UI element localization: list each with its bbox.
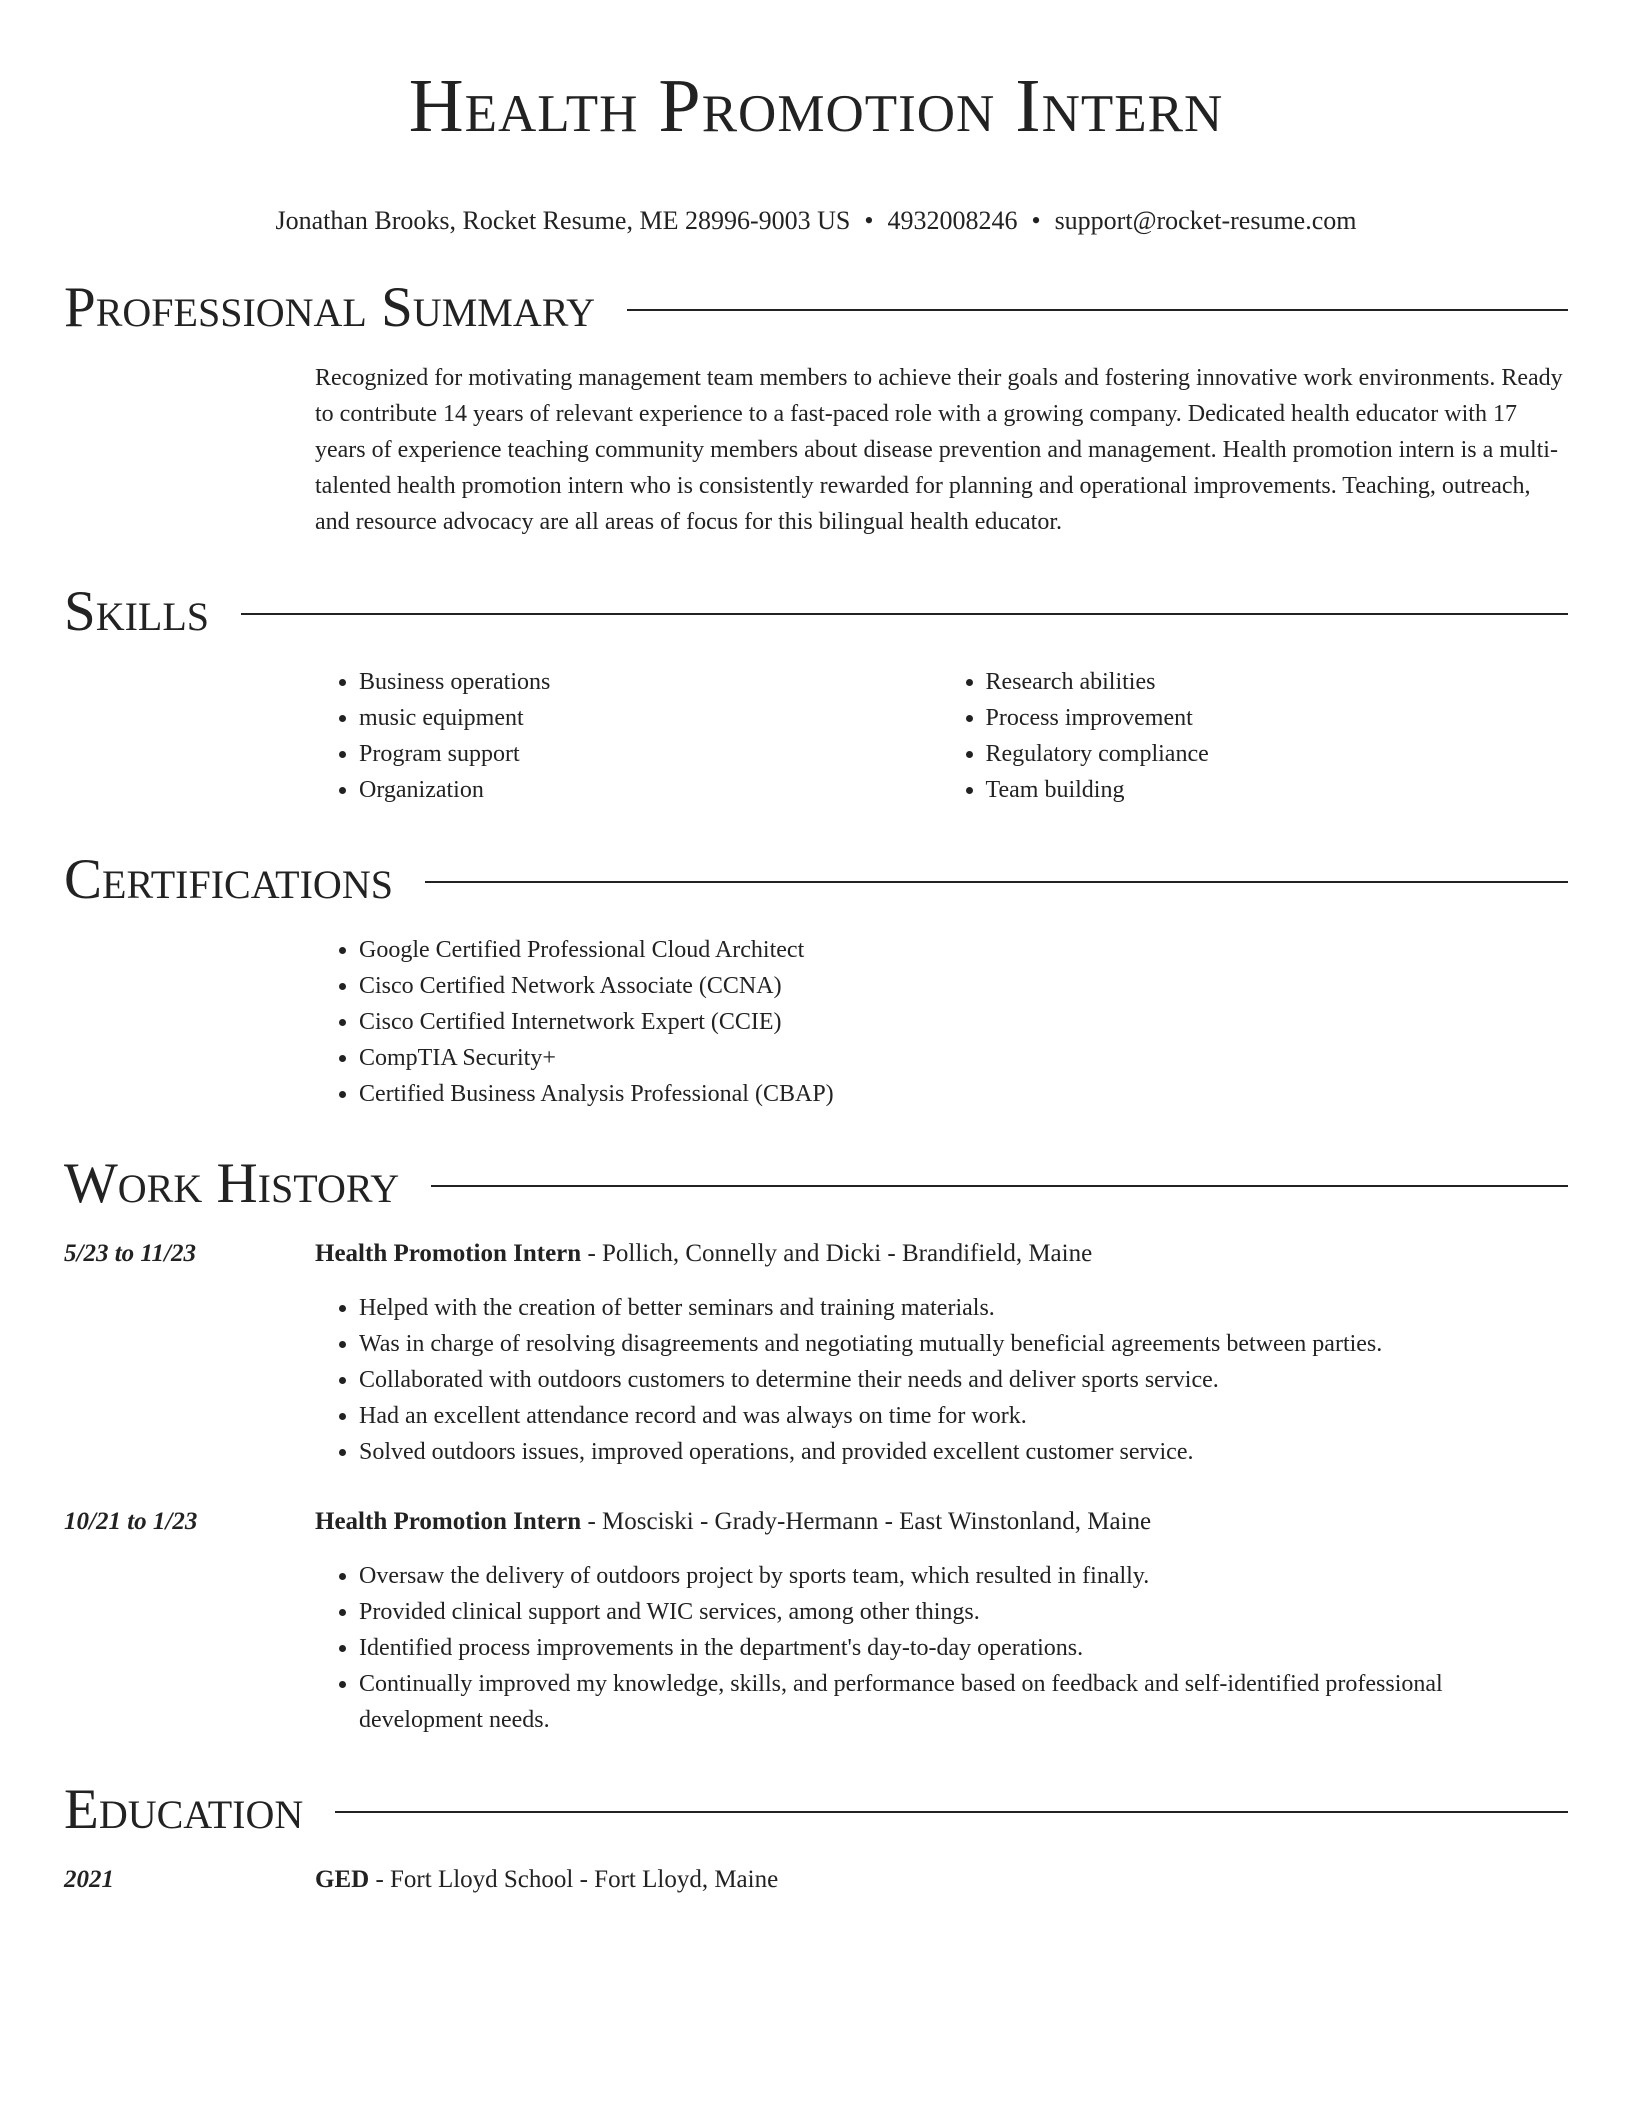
skills-header	[64, 580, 1568, 644]
job-employer: - Pollich, Connelly and Dicki - Brandifield, Maine	[581, 1240, 1093, 1267]
certifications-list	[315, 932, 1568, 1112]
work-history-section	[64, 1152, 1568, 1738]
skills-section	[64, 580, 1568, 808]
certification-item: • Cisco Certified Internetwork Expert (CCIE)	[359, 1004, 1568, 1040]
skill-item: • Organization	[359, 772, 942, 808]
skills-heading: Skills	[64, 580, 210, 643]
summary-section	[64, 276, 1568, 540]
job-body	[315, 1504, 1568, 1738]
job-bullet: • Collaborated with outdoors customers to determine their needs and deliver sports service.	[359, 1362, 1568, 1398]
skills-list-left	[315, 664, 942, 808]
job-employer: - Mosciski - Grady-Hermann - East Winstonland, Maine	[581, 1508, 1152, 1535]
job-bullet: • Identified process improvements in the department's day-to-day operations.	[359, 1630, 1568, 1666]
certifications-heading: Certifications	[64, 848, 393, 911]
job-role: Health Promotion Intern	[315, 1240, 582, 1267]
education-header	[64, 1778, 1568, 1842]
skill-item: • Program support	[359, 736, 942, 772]
education-section	[64, 1778, 1568, 1898]
certification-item: • CompTIA Security+	[359, 1040, 1568, 1076]
education-date: 2021	[64, 1866, 114, 1893]
work-history-header	[64, 1152, 1568, 1216]
job-bullet: • Provided clinical support and WIC services, among other things.	[359, 1594, 1568, 1630]
skill-item: • Process improvement	[986, 700, 1569, 736]
job-bullets	[315, 1290, 1568, 1470]
contact-email: support@rocket-resume.com	[1054, 206, 1357, 235]
certification-item: • Certified Business Analysis Professional (CBAP)	[359, 1076, 1568, 1112]
job-role: Health Promotion Intern	[315, 1508, 582, 1535]
skill-item: • music equipment	[359, 700, 942, 736]
skill-item: • Team building	[986, 772, 1569, 808]
resume-title: Health Promotion Intern	[408, 64, 1224, 148]
job-bullet: • Solved outdoors issues, improved operations, and provided excellent customer service.	[359, 1434, 1568, 1470]
certifications-header	[64, 848, 1568, 912]
contact-separator: •	[1031, 206, 1041, 235]
work-history-heading: Work History	[64, 1152, 400, 1215]
summary-heading: Professional Summary	[64, 276, 596, 339]
job-bullet: • Continually improved my knowledge, skills, and performance based on feedback and self-identified professional development needs.	[359, 1666, 1568, 1738]
section-divider	[335, 1811, 1568, 1813]
job-title-line	[315, 1504, 1568, 1540]
job-date: 10/21 to 1/23	[64, 1508, 198, 1535]
education-entry	[64, 1862, 1568, 1898]
job-entry	[64, 1236, 1568, 1470]
certifications-section	[64, 848, 1568, 1112]
certification-item: • Cisco Certified Network Associate (CCNA)	[359, 968, 1568, 1004]
contact-line	[64, 206, 1568, 236]
job-title-line	[315, 1236, 1568, 1272]
skill-item: • Regulatory compliance	[986, 736, 1569, 772]
section-divider	[241, 613, 1568, 615]
job-bullets	[315, 1558, 1568, 1738]
contact-address: Jonathan Brooks, Rocket Resume, ME 28996-9003 US	[275, 206, 851, 235]
contact-phone: 4932008246	[887, 206, 1018, 235]
education-school: - Fort Lloyd School - Fort Lloyd, Maine	[369, 1866, 779, 1893]
summary-text: Recognized for motivating management team members to achieve their goals and fostering innovative work environments. Ready to contribute 14 years of relevant experience to a fast-paced role with a growing company. Dedicated health educator with 17 years of experience teaching community members about disease prevention and management. Health promotion intern is a multi-talented health promotion intern who is consistently rewarded for planning and operational improvements. Teaching, outreach, and resource advocacy are all areas of focus for this bilingual health educator.	[315, 365, 1563, 535]
section-divider	[431, 1185, 1568, 1187]
job-date: 5/23 to 11/23	[64, 1240, 196, 1267]
certification-item: • Google Certified Professional Cloud Architect	[359, 932, 1568, 968]
education-line	[315, 1862, 778, 1898]
education-heading: Education	[64, 1778, 304, 1841]
skill-item: • Research abilities	[986, 664, 1569, 700]
contact-separator: •	[864, 206, 874, 235]
skills-columns	[315, 664, 1568, 808]
skills-list-right	[942, 664, 1569, 808]
summary-header	[64, 276, 1568, 340]
job-bullet: • Helped with the creation of better seminars and training materials.	[359, 1290, 1568, 1326]
job-entry	[64, 1504, 1568, 1738]
education-degree: GED	[315, 1866, 370, 1893]
job-bullet: • Was in charge of resolving disagreements and negotiating mutually beneficial agreements between parties.	[359, 1326, 1568, 1362]
section-divider	[425, 881, 1568, 883]
skill-item: • Business operations	[359, 664, 942, 700]
job-body	[315, 1236, 1568, 1470]
job-bullet: • Had an excellent attendance record and was always on time for work.	[359, 1398, 1568, 1434]
section-divider	[627, 309, 1568, 311]
job-bullet: • Oversaw the delivery of outdoors project by sports team, which resulted in finally.	[359, 1558, 1568, 1594]
